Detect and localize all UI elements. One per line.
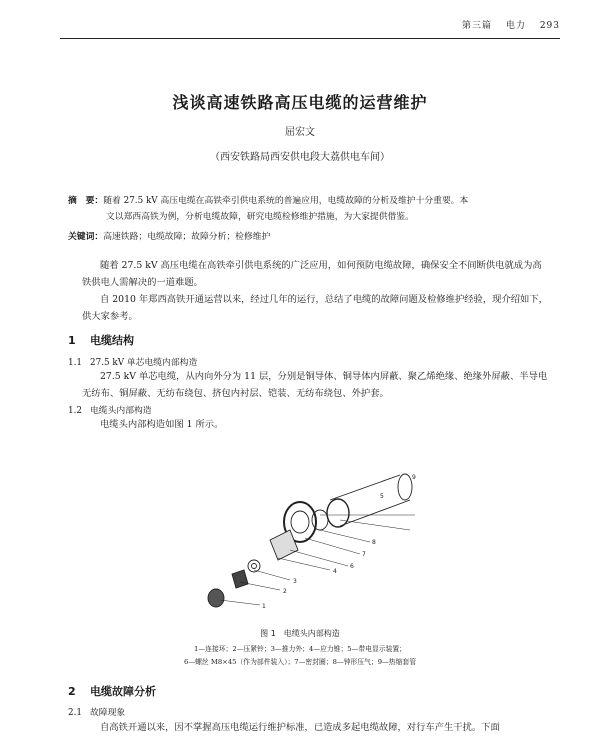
label-7: 7 — [362, 551, 366, 558]
figure-legend-line-1: 1—连接环；2—压紧铃；3—推力外；4—应力锥；5—带电显示装置； — [194, 645, 406, 653]
stress-cone-rim — [327, 499, 349, 527]
abstract-line-2: 文以郑西高铁为例，分析电缆故障，研究电缆检修维护措施，为大家提供借鉴。 — [106, 212, 414, 222]
keywords — [68, 229, 550, 242]
keywords-text: 高速铁路；电缆故障；故障分析；检修维护 — [103, 232, 271, 242]
abstract — [68, 193, 550, 225]
leader-lines — [220, 515, 415, 605]
subsection-1-2-title: 电缆头内部构造 — [90, 406, 152, 416]
abstract-label: 摘 要： — [68, 196, 104, 206]
subsection-2-1-text: 自高铁开通以来，因不掌握高压电缆运行维护标准，已造成多起电缆故障，对行车产生干扰。下面 — [100, 722, 500, 733]
section-2-title: 电缆故障分析 — [90, 685, 156, 698]
label-8: 8 — [372, 539, 376, 546]
subsection-2-1-title: 故障现象 — [90, 708, 126, 718]
author: 屈宏文 — [285, 127, 315, 138]
figure-caption-title: 图 1 电缆头内部构造 — [260, 629, 340, 638]
section-1-heading — [68, 332, 134, 348]
label-2: 2 — [283, 588, 287, 595]
subsection-1-1-text: 27.5 kV 单芯电缆，从内向外分为 11 层，分别是铜导体、铜导体内屏蔽、聚乙烯绝缘、绝缘外屏蔽、半导电无纺布、铜屏蔽、无纺布绕包、挤包内衬层、铠装、无纺布绕包、外护套。 — [82, 371, 548, 399]
section-2-number: 2 — [68, 685, 76, 698]
affiliation: （西安铁路局西安供电段大荔供电车间） — [210, 152, 390, 163]
intro-paragraph-2: 自 2010 年郑西高铁开通运营以来，经过几年的运行，总结了电缆的故障问题及检修维护经验，现介绍如下，供大家参考。 — [82, 294, 548, 322]
header-part: 第三篇 — [462, 21, 493, 31]
abstract-line-1: 随着 27.5 kV 高压电缆在高铁牵引供电系统的普遍应用，电缆故障的分析及维护十分重要。本 — [103, 196, 469, 206]
subsection-2-1-number: 2.1 — [68, 708, 82, 718]
label-9: 9 — [412, 474, 416, 481]
header-section: 电力 — [505, 21, 526, 31]
section-1-number: 1 — [68, 334, 76, 347]
subsection-2-1-heading — [68, 705, 125, 718]
subsection-1-1-title: 27.5 kV 单芯电缆内部构造 — [90, 358, 198, 368]
subsection-1-2-text: 电缆头内部构造如图 1 所示。 — [100, 419, 224, 430]
label-5: 5 — [380, 493, 384, 500]
cable-head-diagram — [180, 470, 440, 620]
subsection-1-1-number: 1.1 — [68, 358, 82, 368]
page-header — [60, 16, 560, 39]
subsection-1-1-heading — [68, 355, 197, 368]
label-3: 3 — [293, 578, 297, 585]
sealing-ring — [312, 510, 328, 530]
heat-shrink-tube-end — [398, 474, 412, 500]
page-number: 293 — [539, 21, 560, 31]
figure-legend-line-2: 6—螺丝 M8×45（作为部件装入）；7—密封圈；8—钟形压气；9—热缩套管 — [184, 658, 416, 666]
section-1-title: 电缆结构 — [90, 334, 134, 347]
connection-ring — [208, 589, 224, 607]
article-title: 浅谈高速铁路高压电缆的运营维护 — [172, 93, 428, 112]
subsection-1-2-heading — [68, 403, 152, 416]
subsection-1-2-number: 1.2 — [68, 406, 82, 416]
label-6: 6 — [350, 563, 354, 570]
label-4: 4 — [333, 568, 337, 575]
intro-paragraph-1: 随着 27.5 kV 高压电缆在高铁牵引供电系统的广泛应用，如何预防电缆故障，确保安全不间断供电就成为高铁供电人需解决的一道难题。 — [82, 260, 542, 288]
thrust-outer-hole — [252, 564, 257, 569]
section-2-heading — [68, 683, 156, 699]
compression-fitting — [232, 570, 248, 588]
label-1: 1 — [262, 603, 266, 610]
stress-cone-body — [270, 530, 298, 560]
bell-inner-ring — [291, 511, 309, 533]
running-header — [452, 18, 560, 31]
keywords-label: 关键词： — [68, 232, 104, 242]
